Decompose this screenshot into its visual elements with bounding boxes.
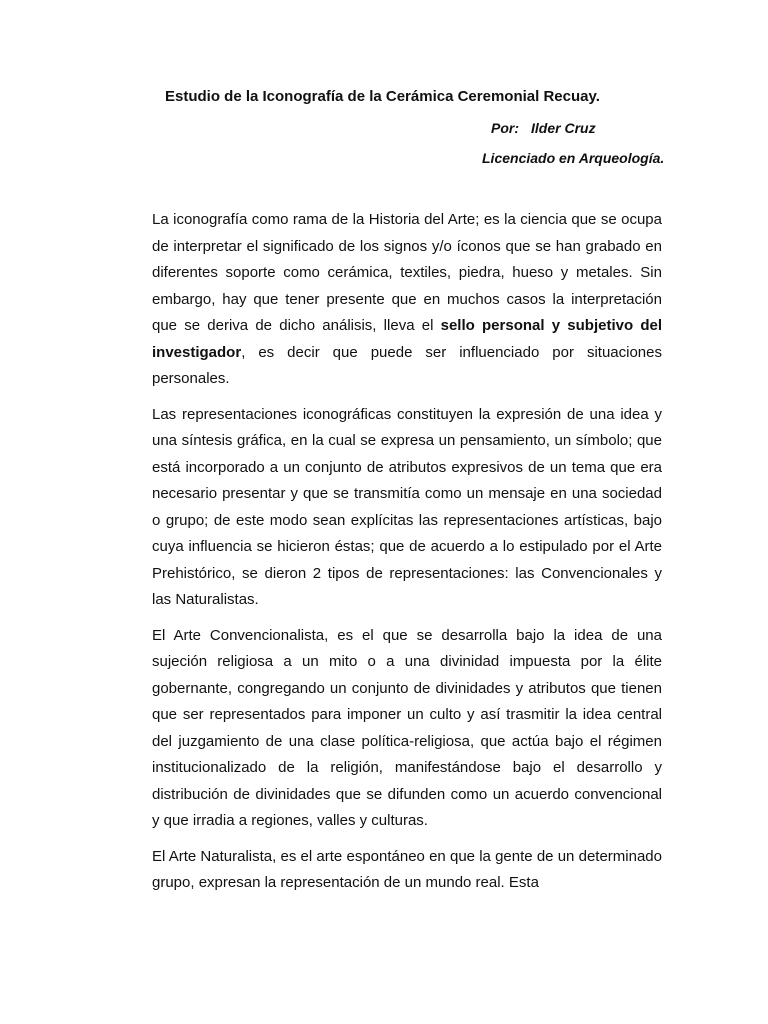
paragraph-emphasis: sello personal y subjetivo del investigador (152, 317, 663, 361)
author-line (491, 120, 596, 136)
paragraph-text: , es decir que puede ser influenciado por situaciones personales. (152, 343, 662, 387)
paragraph-arte-convencionalista: El Arte Convencionalista, es el que se desarrolla bajo la idea de una sujeción religiosa a un mito o a una divinidad impuesta por la élite gobernante, congregando un conjunto de divinidades y atributos que tienen que ser representados para imponer un culto y así trasmitir la idea central del juzgamiento de una clase política-religiosa, que actúa bajo el régimen institucionalizado de la religión, manifestándose bajo el desarrollo y distribución de divinidades que se difunden como un acuerdo convencional y que irradia a regiones, valles y culturas. (152, 626, 662, 829)
author-degree: Licenciado en Arqueología. (482, 150, 665, 166)
paragraph-iconografia (152, 207, 662, 393)
document-body (152, 207, 662, 906)
paragraph-representaciones: Las representaciones iconográficas constituyen la expresión de una idea y una síntesis gráfica, en la cual se expresa un pensamiento, un símbolo; que está incorporado a un conjunto de atributos expresivos de un tema que era necesario presentar y que se transmitía como un mensaje en una sociedad o grupo; de este modo sean explícitas las representaciones artísticas, bajo cuya influencia se hicieron éstas; que de acuerdo a lo estipulado por el Arte Prehistórico, se dieron 2 tipos de representaciones: las Convencionales y las Naturalistas. (152, 405, 662, 608)
paragraph-arte-naturalista: El Arte Naturalista, es el arte espontáneo en que la gente de un determinado grupo, expresan la representación de un mundo real. Esta (152, 847, 662, 891)
paragraph-text: La iconografía como rama de la Historia del Arte; es la ciencia que se ocupa de interpretar el significado de los signos y/o íconos que se han grabado en diferentes soporte como cerámica, textiles, piedra, hueso y metales. Sin embargo, hay que tener presente que en muchos casos la interpretación que se deriva de dicho análisis, lleva el (152, 211, 662, 334)
author-name: Ilder Cruz (531, 120, 596, 136)
author-prefix: Por: (491, 120, 519, 136)
document-title: Estudio de la Iconografía de la Cerámica Ceremonial Recuay. (165, 88, 600, 105)
